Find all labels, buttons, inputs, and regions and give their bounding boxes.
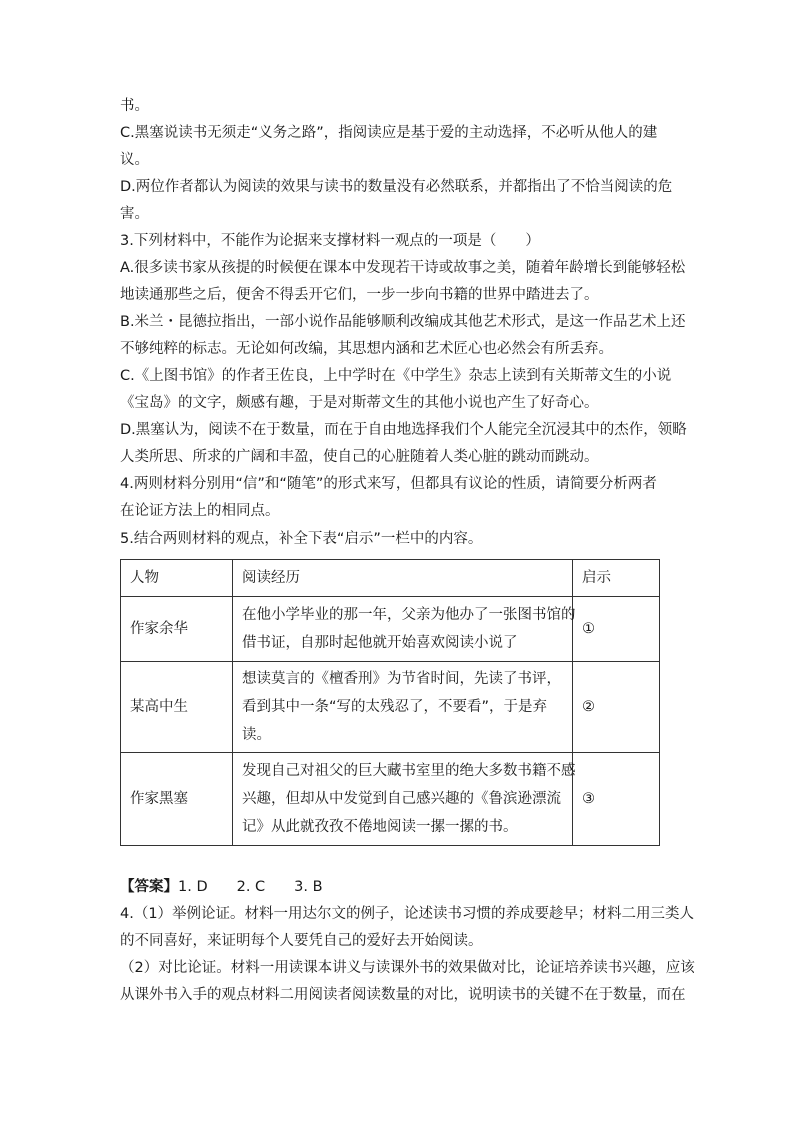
- text-line: 的不同喜好，来证明每个人要凭自己的爱好去开始阅读。: [120, 933, 483, 949]
- insight-cell: ①: [573, 597, 660, 662]
- experience-line: 在他小学毕业的那一年，父亲为他办了一张图书馆的: [242, 607, 576, 623]
- text-line: 《宝岛》的文字，颇感有趣，于是对斯蒂文生的其他小说也产生了好奇心。: [120, 395, 599, 411]
- experience-line: 记》从此就孜孜不倦地阅读一摞一摞的书。: [242, 819, 518, 835]
- text-line: 从课外书入手的观点材料二用阅读者阅读数量的对比，说明读书的关键不在于数量，而在: [120, 987, 686, 1003]
- option-d-line: D.两位作者都认为阅读的效果与读书的数量没有必然联系，并都指出了不恰当阅读的危: [120, 179, 673, 195]
- answer-label: 【答案】: [120, 879, 178, 895]
- text-line: 人类所思、所求的广阔和丰盈，使自己的心脏随着人类心脏的跳动而跳动。: [120, 449, 599, 465]
- text-line: 在论证方法上的相同点。: [120, 503, 280, 519]
- option-c-line: C.《上图书馆》的作者王佐良，上中学时在《中学生》杂志上读到有关斯蒂文生的小说: [120, 368, 672, 384]
- question-5: 5.结合两则材料的观点，补全下表“启示”一栏中的内容。: [120, 531, 483, 547]
- option-c-line: C.黑塞说读书无须走“义务之路”，指阅读应是基于爱的主动选择，不必听从他人的建: [120, 125, 658, 141]
- table-row: [121, 662, 660, 753]
- insight-cell: ②: [573, 662, 660, 753]
- answer-4-2-line: （2）对比论证。材料一用读课本讲义与读课外书的效果做对比，论证培养读书兴趣，应该: [120, 960, 695, 976]
- table-row: [121, 753, 660, 846]
- table-row: [121, 597, 660, 662]
- text-line: 不够纯粹的标志。无论如何改编，其思想内涵和艺术匠心也必然会有所丢弃。: [120, 341, 613, 357]
- answer-4-line: 4.（1）举例论证。材料一用达尔文的例子，论述读书习惯的养成要趁早；材料二用三类人: [120, 906, 695, 922]
- experience-line: 发现自己对祖父的巨大藏书室里的绝大多数书籍不感: [242, 763, 576, 779]
- person-cell: 作家黑塞: [121, 753, 233, 846]
- question-3: 3.下列材料中，不能作为论据来支撑材料一观点的一项是（ ）: [120, 233, 540, 249]
- person-cell: 某高中生: [121, 662, 233, 753]
- experience-line: 想读莫言的《檀香刑》为节省时间，先读了书评，: [242, 671, 561, 687]
- header-person: 人物: [121, 560, 233, 597]
- reading-experience-table: [120, 559, 660, 846]
- text-line: 议。: [120, 152, 149, 168]
- experience-line: 兴趣，但却从中发觉到自己感兴趣的《鲁滨逊漂流: [242, 791, 561, 807]
- answer-text: 1. D 2. C 3. B: [178, 879, 323, 895]
- answer-line: [120, 877, 680, 897]
- text-line: 地读通那些之后，便舍不得丢开它们，一步一步向书籍的世界中踏进去了。: [120, 287, 599, 303]
- experience-line: 读。: [242, 727, 271, 743]
- text-line: 害。: [120, 206, 149, 222]
- header-experience: 阅读经历: [233, 560, 573, 597]
- experience-line: 看到其中一条“写的太残忍了，不要看”，于是弃: [242, 699, 548, 715]
- option-a-line: A.很多读书家从孩提的时候便在课本中发现若干诗或故事之美，随着年龄增长到能够轻松: [120, 260, 686, 276]
- question-4: 4.两则材料分别用“信”和“随笔”的形式来写，但都具有议论的性质，请简要分析两者: [120, 476, 657, 492]
- table-header-row: [121, 560, 660, 597]
- experience-cell: [233, 597, 576, 662]
- insight-cell: ③: [573, 753, 660, 846]
- header-insight: 启示: [573, 560, 660, 597]
- text-line: 书。: [120, 98, 149, 114]
- experience-cell: [233, 753, 576, 846]
- option-d-line: D.黑塞认为，阅读不在于数量，而在于自由地选择我们个人能完全沉浸其中的杰作，领略: [120, 422, 687, 438]
- option-b-line: B.米兰・昆德拉指出，一部小说作品能够顺利改编成其他艺术形式，是这一作品艺术上还: [120, 314, 686, 330]
- person-cell: 作家余华: [121, 597, 233, 662]
- experience-cell: [233, 662, 573, 753]
- experience-line: 借书证，自那时起他就开始喜欢阅读小说了: [242, 635, 518, 651]
